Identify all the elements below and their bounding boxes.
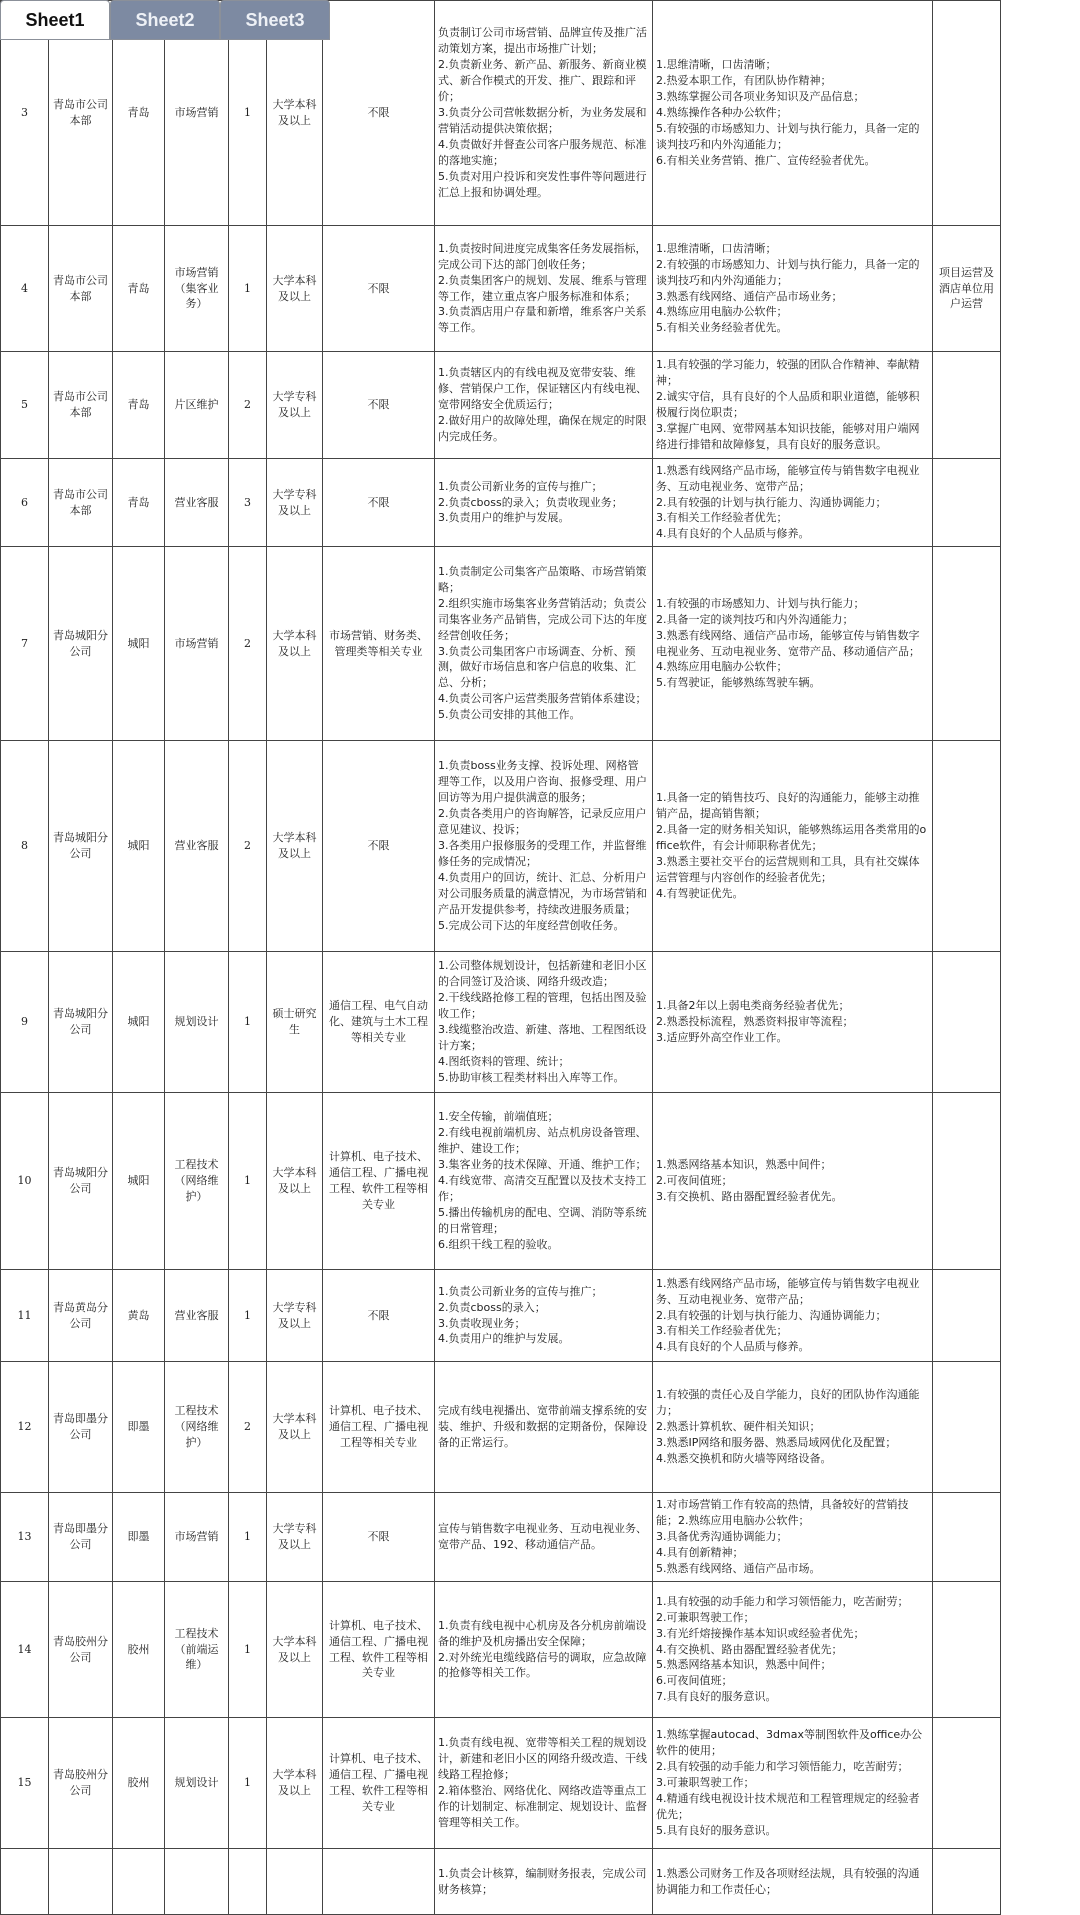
duties-cell[interactable]	[435, 1093, 653, 1270]
duty-line: 4.有线宽带、高清交互配置以及技术支持工作；	[438, 1174, 647, 1203]
unit-cell[interactable]: 青岛城阳分公司	[49, 547, 113, 741]
duties-cell[interactable]	[435, 547, 653, 741]
requirement-line: 1.熟悉有线网络产品市场，能够宣传与销售数字电视业务、互动电视业务、宽带产品；	[656, 1276, 920, 1306]
unit-cell[interactable]: 青岛市公司本部	[49, 459, 113, 547]
requirement-line: 5.有相关业务经验者优先。	[656, 321, 788, 335]
requirement-line: 1.具备一定的销售技巧、良好的沟通能力，能够主动推销产品，提高销售额；	[656, 791, 920, 821]
headcount-cell[interactable]: 1	[229, 1270, 267, 1362]
row-number-cell[interactable]: 12	[1, 1362, 49, 1493]
major-cell[interactable]: 通信工程、电气自动化、建筑与土木工程等相关专业	[323, 952, 435, 1093]
table-row	[1, 952, 1001, 1093]
requirement-line: 5.熟悉有线网络、通信产品市场。	[656, 1561, 821, 1575]
requirement-line: 2.具备一定的谈判技巧和内外沟通能力；	[656, 612, 854, 626]
city-cell[interactable]: 城阳	[113, 547, 165, 741]
post-cell[interactable]: 规划设计	[165, 1718, 229, 1849]
row-number-cell[interactable]: 15	[1, 1718, 49, 1849]
requirement-line: 1.熟悉网络基本知识，熟悉中间件；	[656, 1158, 832, 1172]
note-cell[interactable]	[933, 952, 1001, 1093]
requirement-line: 1.有较强的市场感知力、计划与执行能力；	[656, 596, 865, 610]
duty-line: 1.负责公司新业务的宣传与推广；	[438, 1284, 603, 1298]
requirement-line: 3.适应野外高空作业工作。	[656, 1030, 788, 1044]
duty-line: 负责制订公司市场营销、品牌宣传及推广活动策划方案，提出市场推广计划；	[438, 26, 647, 56]
note-cell[interactable]	[933, 1, 1001, 226]
duty-line: 5.播出传输机房的配电、空调、消防等系统的日常管理；	[438, 1205, 647, 1235]
city-cell[interactable]	[113, 1849, 165, 1915]
row-number-cell[interactable]: 11	[1, 1270, 49, 1362]
requirement-line: 2.有较强的市场感知力、计划与执行能力，具备一定的谈判技巧和内外沟通能力；	[656, 257, 920, 287]
row-number-cell[interactable]	[1, 1849, 49, 1915]
requirement-line: 1.熟悉公司财务工作及各项财经法规，具有较强的沟通协调能力和工作责任心；	[656, 1866, 920, 1896]
education-cell[interactable]: 硕士研究生	[267, 952, 323, 1093]
major-cell[interactable]	[323, 1849, 435, 1915]
education-cell[interactable]: 大学专科及以上	[267, 352, 323, 459]
duty-line: 1.负责公司新业务的宣传与推广；	[438, 479, 603, 493]
requirement-line: 1.熟练掌握autocad、3dmax等制图软件及office办公软件的使用；	[656, 1728, 923, 1758]
row-number-cell[interactable]: 14	[1, 1582, 49, 1718]
headcount-cell[interactable]: 1	[229, 1718, 267, 1849]
duty-line: 完成有线电视播出、宽带前端支撑系统的安装、维护、升级和数据的定期备份，保障设备的正常运行。	[438, 1404, 647, 1449]
requirement-line: 4.熟练操作各种办公软件；	[656, 106, 788, 120]
requirements-cell[interactable]	[653, 1849, 933, 1915]
requirement-line: 3.有交换机、路由器配置经验者优先。	[656, 1189, 843, 1203]
note-cell[interactable]	[933, 1093, 1001, 1270]
duty-line: 2.箱体整治、网络优化、网络改造等重点工作的计划制定、标准制定、规划设计、监督管理等相关工作。	[438, 1784, 647, 1829]
row-number-cell[interactable]: 5	[1, 352, 49, 459]
requirement-line: 4.有驾驶证优先。	[656, 886, 744, 900]
requirement-line: 1.熟悉有线网络产品市场，能够宣传与销售数字电视业务、互动电视业务、宽带产品；	[656, 463, 920, 493]
requirements-cell[interactable]	[653, 952, 933, 1093]
duty-line: 3.线缆整治改造、新建、落地、工程图纸设计方案；	[438, 1023, 647, 1052]
requirement-line: 1.具备2年以上弱电类商务经验者优先；	[656, 999, 850, 1013]
headcount-cell[interactable]: 3	[229, 459, 267, 547]
city-cell[interactable]: 即墨	[113, 1362, 165, 1493]
duties-cell[interactable]	[435, 1270, 653, 1362]
requirement-line: 3.具备优秀沟通协调能力；	[656, 1530, 788, 1544]
duty-line: 1.负责会计核算，编制财务报表，完成公司财务核算；	[438, 1866, 647, 1896]
duty-line: 2.对外统光电缆线路信号的调取，应急故障的抢修等相关工作。	[438, 1650, 647, 1680]
duty-line: 1.负责有线电视中心机房及各分机房前端设备的维护及机房播出安全保障；	[438, 1618, 647, 1648]
sheet-tab-2[interactable]: Sheet2	[110, 0, 220, 40]
requirement-line: 4.精通有线电视设计技术规范和工程管理规定的经验者优先；	[656, 1791, 920, 1821]
major-cell[interactable]: 不限	[323, 741, 435, 952]
duties-cell[interactable]	[435, 459, 653, 547]
duty-line: 1.负责辖区内的有线电视及宽带安装、维修、营销保户工作，保证辖区内有线电视、宽带网络安全优质运行；	[438, 366, 647, 412]
requirement-line: 3.可兼职驾驶工作；	[656, 1776, 755, 1790]
education-cell[interactable]: 大学本科及以上	[267, 1, 323, 226]
duty-line: 3.负责收现业务；	[438, 1316, 526, 1330]
note-cell[interactable]	[933, 352, 1001, 459]
duties-cell[interactable]	[435, 741, 653, 952]
duty-line: 1.负责有线电视、宽带等相关工程的规划设计，新建和老旧小区的网络升级改造、干线线路工程抢修；	[438, 1736, 647, 1782]
sheet-tab-1[interactable]: Sheet1	[0, 0, 110, 40]
duties-cell[interactable]	[435, 1493, 653, 1582]
requirement-line: 2.熟悉计算机软、硬件相关知识；	[656, 1420, 821, 1434]
city-cell[interactable]: 城阳	[113, 1093, 165, 1270]
headcount-cell[interactable]: 1	[229, 1582, 267, 1718]
duty-line: 4.图纸资料的管理、统计；	[438, 1054, 570, 1068]
duty-line: 1.安全传输，前端值班；	[438, 1110, 559, 1124]
sheet-tab-3[interactable]: Sheet3	[220, 0, 330, 40]
requirement-line: 3.熟悉有线网络、通信产品市场，能够宣传与销售数字电视业务、互动电视业务、宽带产品、移动通信产品；	[656, 628, 920, 658]
unit-cell[interactable]: 青岛黄岛分公司	[49, 1270, 113, 1362]
duty-line: 5.协助审核工程类材料出入库等工作。	[438, 1070, 625, 1084]
note-cell[interactable]	[933, 547, 1001, 741]
requirement-line: 3.有相关工作经验者优先；	[656, 1324, 788, 1338]
headcount-cell[interactable]: 1	[229, 952, 267, 1093]
note-cell[interactable]	[933, 1493, 1001, 1582]
unit-cell[interactable]: 青岛胶州分公司	[49, 1582, 113, 1718]
major-cell[interactable]: 不限	[323, 226, 435, 352]
duty-line: 1.负责boss业务支撑、投诉处理、网格管理等工作，以及用户咨询、报修受理、用户回访等为用户提供满意的服务；	[438, 759, 647, 805]
headcount-cell[interactable]: 2	[229, 547, 267, 741]
education-cell[interactable]: 大学本科及以上	[267, 1582, 323, 1718]
table-row	[1, 226, 1001, 352]
duty-line: 2.负责各类用户的咨询解答，记录反应用户意见建议、投诉；	[438, 807, 647, 837]
requirement-line: 3.熟悉主要社交平台的运营规则和工具，具有社交媒体运营管理与内容创作的经验者优先；	[656, 854, 920, 884]
education-cell[interactable]: 大学本科及以上	[267, 1362, 323, 1493]
duty-line: 2.组织实施市场集客业务营销活动；负责公司集客业务产品销售，完成公司下达的年度经营创收任务；	[438, 596, 647, 642]
major-cell[interactable]: 市场营销、财务类、管理类等相关专业	[323, 547, 435, 741]
note-cell[interactable]	[933, 1849, 1001, 1915]
duties-cell[interactable]	[435, 352, 653, 459]
duty-line: 1.公司整体规划设计，包括新建和老旧小区的合同签订及洽谈、网络升级改造；	[438, 959, 647, 989]
requirements-cell[interactable]	[653, 1493, 933, 1582]
requirement-line: 1.思维清晰，口齿清晰；	[656, 58, 777, 72]
duty-line: 2.负责新业务、新产品、新服务、新商业模式、新合作模式的开发、推广、跟踪和评价；	[438, 58, 647, 104]
duty-line: 4.负责公司客户运营类服务营销体系建设；	[438, 692, 647, 706]
duty-line: 2.负责cboss的录入；	[438, 1300, 546, 1314]
duty-line: 2.负责cboss的录入；负责收现业务；	[438, 495, 623, 509]
major-cell[interactable]: 不限	[323, 1, 435, 226]
requirements-cell[interactable]	[653, 459, 933, 547]
major-cell[interactable]: 计算机、电子技术、通信工程、广播电视工程等相关专业	[323, 1362, 435, 1493]
major-cell[interactable]: 不限	[323, 352, 435, 459]
unit-cell[interactable]: 青岛胶州分公司	[49, 1718, 113, 1849]
requirement-line: 2.熟悉投标流程，熟悉资料报审等流程；	[656, 1015, 854, 1029]
requirements-cell[interactable]	[653, 1718, 933, 1849]
post-cell[interactable]: 市场营销	[165, 1493, 229, 1582]
requirements-cell[interactable]	[653, 1093, 933, 1270]
education-cell[interactable]: 大学本科及以上	[267, 226, 323, 352]
note-cell[interactable]: 项目运营及酒店单位用户运营	[933, 226, 1001, 352]
requirements-cell[interactable]	[653, 1362, 933, 1493]
duties-cell[interactable]	[435, 1582, 653, 1718]
city-cell[interactable]: 青岛	[113, 352, 165, 459]
duty-line: 2.干线线路抢修工程的管理，包括出图及验收工作；	[438, 991, 647, 1021]
requirements-cell[interactable]	[653, 1582, 933, 1718]
row-number-cell[interactable]: 13	[1, 1493, 49, 1582]
requirement-line: 4.具有创新精神；	[656, 1545, 744, 1559]
requirements-cell[interactable]	[653, 352, 933, 459]
education-cell[interactable]: 大学本科及以上	[267, 741, 323, 952]
duty-line: 4.负责做好并督查公司客户服务规范、标准的落地实施；	[438, 137, 647, 167]
unit-cell[interactable]: 青岛市公司本部	[49, 1, 113, 226]
requirement-line: 3.熟悉IP网络和服务器、熟悉局域网优化及配置；	[656, 1435, 897, 1449]
major-cell[interactable]: 不限	[323, 1493, 435, 1582]
post-cell[interactable]: 工程技术（前端运维）	[165, 1582, 229, 1718]
table-row	[1, 1093, 1001, 1270]
requirement-line: 2.具备一定的财务相关知识，能够熟练运用各类常用的office软件，有会计师职称者优先；	[656, 823, 927, 853]
table-row	[1, 1493, 1001, 1582]
row-number-cell[interactable]: 6	[1, 459, 49, 547]
post-cell[interactable]: 市场营销	[165, 1, 229, 226]
requirement-line: 4.具有良好的个人品质与修养。	[656, 1340, 810, 1354]
table-row	[1, 1849, 1001, 1915]
post-cell[interactable]: 工程技术（网络维护）	[165, 1362, 229, 1493]
requirement-line: 1.有较强的责任心及自学能力，良好的团队协作沟通能力；	[656, 1388, 920, 1418]
duties-cell[interactable]	[435, 952, 653, 1093]
post-cell[interactable]: 营业客服	[165, 1270, 229, 1362]
headcount-cell[interactable]	[229, 1849, 267, 1915]
education-cell[interactable]	[267, 1849, 323, 1915]
table-row	[1, 1362, 1001, 1493]
headcount-cell[interactable]: 1	[229, 226, 267, 352]
duty-line: 3.各类用户报修服务的受理工作，并监督维修任务的完成情况；	[438, 839, 647, 868]
note-cell[interactable]	[933, 1582, 1001, 1718]
row-number-cell[interactable]: 10	[1, 1093, 49, 1270]
city-cell[interactable]: 胶州	[113, 1582, 165, 1718]
headcount-cell[interactable]: 2	[229, 741, 267, 952]
row-number-cell[interactable]: 9	[1, 952, 49, 1093]
requirement-line: 2.具有较强的动手能力和学习领悟能力，吃苦耐劳；	[656, 1760, 909, 1774]
unit-cell[interactable]: 青岛城阳分公司	[49, 952, 113, 1093]
unit-cell[interactable]: 青岛市公司本部	[49, 226, 113, 352]
headcount-cell[interactable]: 1	[229, 1, 267, 226]
city-cell[interactable]: 即墨	[113, 1493, 165, 1582]
note-cell[interactable]	[933, 1718, 1001, 1849]
requirements-cell[interactable]	[653, 1270, 933, 1362]
row-number-cell[interactable]: 3	[1, 1, 49, 226]
duty-line: 3.集客业务的技术保障、开通、维护工作；	[438, 1158, 647, 1172]
unit-cell[interactable]: 青岛即墨分公司	[49, 1362, 113, 1493]
duty-line: 6.组织干线工程的验收。	[438, 1237, 559, 1251]
duties-cell[interactable]	[435, 1, 653, 226]
city-cell[interactable]: 青岛	[113, 226, 165, 352]
requirements-cell[interactable]	[653, 226, 933, 352]
duty-line: 5.完成公司下达的年度经营创收任务。	[438, 918, 625, 932]
duty-line: 5.负责公司安排的其他工作。	[438, 708, 581, 722]
post-cell[interactable]: 市场营销	[165, 547, 229, 741]
row-number-cell[interactable]: 7	[1, 547, 49, 741]
requirement-line: 2.具有较强的计划与执行能力、沟通协调能力；	[656, 1308, 887, 1322]
duty-line: 3.负责用户的维护与发展。	[438, 511, 570, 525]
row-number-cell[interactable]: 4	[1, 226, 49, 352]
duty-line: 4.负责用户的回访，统计、汇总、分析用户对公司服务质量的满意情况，为市场营销和产品开发提供参考，持续改进服务质量；	[438, 870, 647, 916]
table-row	[1, 1718, 1001, 1849]
table-row	[1, 352, 1001, 459]
row-number-cell[interactable]: 8	[1, 741, 49, 952]
unit-cell[interactable]: 青岛城阳分公司	[49, 1093, 113, 1270]
city-cell[interactable]: 青岛	[113, 1, 165, 226]
duty-line: 4.负责用户的维护与发展。	[438, 1332, 570, 1346]
requirement-line: 3.熟练掌握公司各项业务知识及产品信息；	[656, 90, 865, 104]
requirement-line: 4.有交换机、路由器配置经验者优先；	[656, 1642, 843, 1656]
requirement-line: 2.具有较强的计划与执行能力、沟通协调能力；	[656, 495, 887, 509]
requirement-line: 3.有相关工作经验者优先；	[656, 511, 788, 525]
note-cell[interactable]	[933, 459, 1001, 547]
requirements-cell[interactable]	[653, 1, 933, 226]
duty-line: 3.负责酒店用户存量和新增，维系客户关系等工作。	[438, 305, 647, 335]
table-row	[1, 459, 1001, 547]
table-row	[1, 547, 1001, 741]
education-cell[interactable]: 大学专科及以上	[267, 1270, 323, 1362]
unit-cell[interactable]: 青岛即墨分公司	[49, 1493, 113, 1582]
duty-line: 2.做好用户的故障处理，确保在规定的时限内完成任务。	[438, 413, 647, 443]
post-cell[interactable]: 营业客服	[165, 459, 229, 547]
requirement-line: 6.可夜间值班；	[656, 1674, 733, 1688]
requirement-line: 5.有较强的市场感知力、计划与执行能力，具备一定的谈判技巧和内外沟通能力；	[656, 121, 920, 151]
city-cell[interactable]: 胶州	[113, 1718, 165, 1849]
requirement-line: 2.可夜间值班；	[656, 1174, 733, 1188]
requirements-cell[interactable]	[653, 547, 933, 741]
headcount-cell[interactable]: 1	[229, 1493, 267, 1582]
education-cell[interactable]: 大学专科及以上	[267, 1493, 323, 1582]
unit-cell[interactable]: 青岛城阳分公司	[49, 741, 113, 952]
post-cell[interactable]	[165, 1849, 229, 1915]
unit-cell[interactable]: 青岛市公司本部	[49, 352, 113, 459]
duties-cell[interactable]	[435, 1718, 653, 1849]
table-row	[1, 1270, 1001, 1362]
education-cell[interactable]: 大学本科及以上	[267, 1718, 323, 1849]
duty-line: 5.负责对用户投诉和突发性事件等问题进行汇总上报和协调处理。	[438, 169, 647, 199]
requirement-line: 3.掌握广电网、宽带网基本知识技能，能够对用户端网络进行排错和故障修复，具有良好的服务意识。	[656, 421, 920, 451]
note-cell[interactable]	[933, 741, 1001, 952]
post-cell[interactable]: 片区维护	[165, 352, 229, 459]
requirement-line: 4.熟悉交换机和防火墙等网络设备。	[656, 1451, 832, 1465]
duties-cell[interactable]	[435, 1362, 653, 1493]
post-cell[interactable]: 市场营销（集客业务）	[165, 226, 229, 352]
requirement-line: 7.具有良好的服务意识。	[656, 1690, 777, 1704]
table-row	[1, 1582, 1001, 1718]
city-cell[interactable]: 黄岛	[113, 1270, 165, 1362]
duty-line: 3.负责公司集团客户市场调查、分析、预测，做好市场信息和客户信息的收集、汇总、分析；	[438, 644, 636, 690]
requirement-line: 4.熟练应用电脑办公软件；	[656, 305, 788, 319]
education-cell[interactable]: 大学本科及以上	[267, 547, 323, 741]
requirement-line: 5.熟悉网络基本知识，熟悉中间件；	[656, 1658, 832, 1672]
headcount-cell[interactable]: 2	[229, 352, 267, 459]
duty-line: 2.有线电视前端机房、站点机房设备管理、维护、建设工作；	[438, 1126, 647, 1156]
major-cell[interactable]: 计算机、电子技术、通信工程、广播电视工程、软件工程等相关专业	[323, 1582, 435, 1718]
requirement-line: 4.具有良好的个人品质与修养。	[656, 527, 810, 541]
requirements-cell[interactable]	[653, 741, 933, 952]
major-cell[interactable]: 计算机、电子技术、通信工程、广播电视工程、软件工程等相关专业	[323, 1093, 435, 1270]
major-cell[interactable]: 不限	[323, 1270, 435, 1362]
city-cell[interactable]: 城阳	[113, 741, 165, 952]
requirement-line: 2.诚实守信，具有良好的个人品质和职业道德，能够积极履行岗位职责；	[656, 390, 920, 419]
requirement-line: 3.熟悉有线网络、通信产品市场业务；	[656, 289, 843, 303]
sheet-tabs	[0, 0, 330, 42]
duty-line: 2.负责集团客户的规划、发展、维系与管理等工作，建立重点客户服务标准和体系；	[438, 273, 647, 303]
spreadsheet-area	[0, 26, 1080, 1896]
post-cell[interactable]: 规划设计	[165, 952, 229, 1093]
requirement-line: 1.思维清晰，口齿清晰；	[656, 241, 777, 255]
requirement-line: 2.可兼职驾驶工作；	[656, 1610, 755, 1624]
requirement-line: 3.有光纤熔接操作基本知识或经验者优先；	[656, 1626, 865, 1640]
duty-line: 1.负责按时间进度完成集客任务发展指标，完成公司下达的部门创收任务；	[438, 241, 647, 271]
education-cell[interactable]: 大学专科及以上	[267, 459, 323, 547]
major-cell[interactable]: 计算机、电子技术、通信工程、广播电视工程、软件工程等相关专业	[323, 1718, 435, 1849]
note-cell[interactable]	[933, 1362, 1001, 1493]
headcount-cell[interactable]: 2	[229, 1362, 267, 1493]
post-cell[interactable]: 营业客服	[165, 741, 229, 952]
duties-cell[interactable]	[435, 1849, 653, 1915]
duty-line: 宣传与销售数字电视业务、互动电视业务、宽带产品、192、移动通信产品。	[438, 1522, 647, 1551]
city-cell[interactable]: 城阳	[113, 952, 165, 1093]
unit-cell[interactable]	[49, 1849, 113, 1915]
education-cell[interactable]: 大学本科及以上	[267, 1093, 323, 1270]
requirement-line: 1.具有较强的动手能力和学习领悟能力，吃苦耐劳；	[656, 1594, 909, 1608]
requirement-line: 5.有驾驶证，能够熟练驾驶车辆。	[656, 676, 821, 690]
table-row	[1, 741, 1001, 952]
major-cell[interactable]: 不限	[323, 459, 435, 547]
headcount-cell[interactable]: 1	[229, 1093, 267, 1270]
requirement-line: 2.热爱本职工作，有团队协作精神；	[656, 74, 832, 88]
requirement-line: 1.具有较强的学习能力，较强的团队合作精神、奉献精神；	[656, 358, 920, 388]
duty-line: 3.负责分公司营帐数据分析，为业务发展和营销活动提供决策依据；	[438, 106, 647, 135]
city-cell[interactable]: 青岛	[113, 459, 165, 547]
requirement-line: 5.具有良好的服务意识。	[656, 1823, 777, 1837]
requirement-line: 6.有相关业务营销、推广、宣传经验者优先。	[656, 153, 876, 167]
note-cell[interactable]	[933, 1270, 1001, 1362]
requirement-line: 4.熟练应用电脑办公软件；	[656, 660, 788, 674]
requirement-line: 1.对市场营销工作有较高的热情，具备较好的营销技能；2.熟练应用电脑办公软件；	[656, 1498, 909, 1528]
duty-line: 1.负责制定公司集客产品策略、市场营销策略；	[438, 564, 647, 594]
duties-cell[interactable]	[435, 226, 653, 352]
post-cell[interactable]: 工程技术（网络维护）	[165, 1093, 229, 1270]
